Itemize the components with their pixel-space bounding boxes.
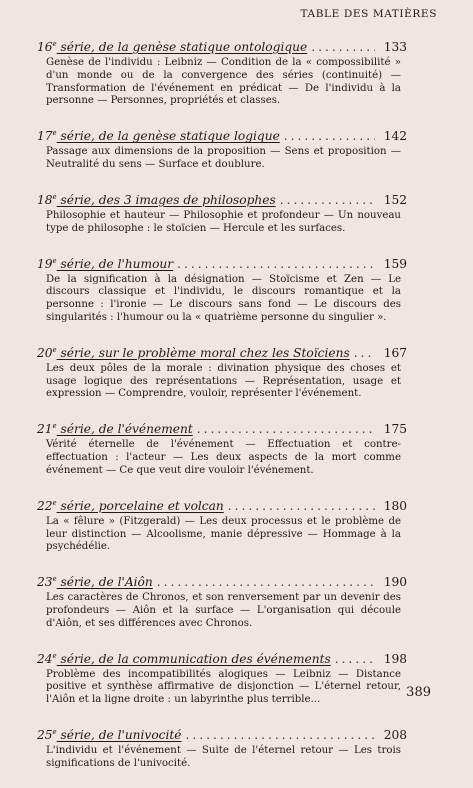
dot-leader [335, 651, 375, 667]
dot-leader [228, 498, 375, 514]
toc-entry [37, 724, 407, 771]
ordinal-suffix: e [52, 256, 57, 265]
toc-page-number: 208 [383, 728, 407, 743]
dot-leader [280, 192, 375, 208]
toc-entry-title-row [37, 189, 407, 208]
toc-entry-title-row [37, 125, 407, 144]
toc-entry [37, 253, 407, 325]
toc-page-number: 152 [383, 192, 407, 207]
toc-entry [37, 342, 407, 401]
toc-entry-title-row [37, 495, 407, 514]
toc-entry [37, 495, 407, 554]
toc-entry [37, 648, 407, 707]
toc-entry [37, 418, 407, 477]
toc-entry-summary: Problème des incompatibilités alogiques — Leibniz — Distance positive et synthèse affirmative de disjonction — L'éternel retour, l'Aiôn et la ligne droite : un labyrinthe plus terrible... [46, 668, 401, 706]
toc-page-number: 198 [383, 651, 407, 666]
toc-entry-summary: Passage aux dimensions de la proposition — Sens et proposition — Neutralité du sens — Surface et doublure. [46, 146, 401, 171]
series-title: série, porcelaine et volcan [56, 498, 224, 513]
table-of-contents [37, 36, 407, 788]
toc-entry-title [37, 36, 307, 55]
series-number: 16 [37, 40, 53, 55]
toc-entry-title [37, 648, 331, 667]
toc-entry [37, 571, 407, 630]
series-number: 23 [37, 575, 53, 590]
toc-entry-summary: Genèse de l'individu : Leibniz — Condition de la « compossibilité » d'un monde ou de la convergence des séries (continuité) — Transformation de l'événement en prédicat — De l'individu à la personne — Personnes, propriétés et classes. [46, 57, 401, 107]
toc-entry-title-row [37, 571, 407, 590]
ordinal-suffix: e [52, 651, 57, 660]
ordinal-suffix: e [52, 422, 57, 431]
toc-entry-title-row [37, 648, 407, 667]
series-title: série, de la genèse statique ontologique [56, 40, 308, 55]
toc-page-number: 167 [383, 345, 407, 360]
ordinal-suffix: e [52, 345, 57, 354]
dot-leader [311, 39, 375, 55]
toc-entry-summary: Les caractères de Chronos, et son renversement par un devenir des profondeurs — Aiôn et la surface — L'organisation qui découle d'Aiôn, et ses différences avec Chronos. [46, 592, 401, 629]
toc-page-number: 159 [383, 256, 407, 271]
ordinal-suffix: e [52, 498, 57, 507]
series-title: série, de l'humour [56, 256, 174, 271]
toc-page-number: 142 [383, 129, 407, 144]
toc-entry-summary: L'individu et l'événement — Suite de l'éternel retour — Les trois significations de l'univocité. [46, 745, 401, 769]
toc-entry-title-row [37, 418, 407, 437]
series-number: 19 [37, 256, 53, 271]
series-number: 17 [37, 129, 53, 144]
ordinal-suffix: e [52, 129, 57, 138]
series-title: série, de la genèse statique logique [56, 129, 280, 144]
toc-entry [37, 125, 407, 172]
ordinal-suffix: e [52, 575, 57, 584]
series-number: 18 [37, 192, 53, 207]
series-number: 20 [37, 345, 53, 360]
dot-leader [177, 256, 375, 272]
series-number: 25 [37, 728, 53, 743]
toc-entry-title [37, 189, 276, 208]
page-header: TABLE DES MATIÈRES [300, 8, 437, 20]
toc-entry-title [37, 571, 153, 590]
series-title: série, de l'univocité [56, 728, 182, 743]
toc-entry-title [37, 125, 280, 144]
series-number: 22 [37, 498, 53, 513]
toc-page-number: 190 [383, 575, 407, 590]
toc-entry-title-row [37, 36, 407, 55]
series-title: série, de l'Aiôn [56, 575, 153, 590]
folio-page-number: 389 [406, 685, 431, 700]
toc-entry-title-row [37, 342, 407, 361]
toc-entry-summary: De la signification à la désignation — Stoïcisme et Zen — Le discours classique et l'individu, le discours romantique et la personne : l'ironie — Le discours sans fond — Le discours des singularités : l'humour ou la « quatrième personne du singulier ». [46, 273, 401, 324]
toc-entry-title [37, 418, 193, 437]
series-title: série, des 3 images de philosophes [56, 192, 276, 207]
toc-entry-title-row [37, 724, 407, 743]
series-number: 21 [37, 422, 53, 437]
toc-entry-title [37, 253, 173, 272]
ordinal-suffix: e [52, 192, 57, 201]
toc-entry-title [37, 495, 224, 514]
series-title: série, de la communication des événements [56, 651, 331, 666]
toc-page-number: 180 [383, 498, 407, 513]
series-title: série, de l'événement [56, 422, 193, 437]
toc-entry-title [37, 724, 182, 743]
toc-entry-summary: Les deux pôles de la morale : divination physique des choses et usage logique des représentations — Représentation, usage et expression — Comprendre, vouloir, représenter l'événement. [46, 362, 401, 400]
dot-leader [186, 727, 376, 743]
series-number: 24 [37, 651, 53, 666]
series-title: série, sur le problème moral chez les Stoïciens [56, 345, 350, 360]
toc-entry-summary: La « fêlure » (Fitzgerald) — Les deux processus et le problème de leur distinction — Alcoolisme, manie dépressive — Hommage à la psychédélie. [46, 515, 401, 553]
ordinal-suffix: e [52, 40, 57, 48]
toc-entry [37, 189, 407, 236]
toc-entry-summary: Philosophie et hauteur — Philosophie et profondeur — Un nouveau type de philosophe : le stoïcien — Hercule et les surfaces. [46, 209, 401, 234]
toc-entry-title [37, 342, 350, 361]
ordinal-suffix: e [52, 728, 57, 737]
dot-leader [284, 128, 375, 144]
toc-entry-summary: Vérité éternelle de l'événement — Effectuation et contre-effectuation : l'acteur — Les deux aspects de la mort comme événement — Ce que veut dire vouloir l'événement. [46, 439, 401, 476]
dot-leader [354, 345, 375, 361]
toc-entry [37, 36, 407, 108]
toc-page-number: 175 [383, 422, 407, 437]
toc-page-number: 133 [383, 40, 407, 55]
dot-leader [197, 421, 375, 437]
dot-leader [157, 574, 375, 590]
toc-entry-title-row [37, 253, 407, 272]
